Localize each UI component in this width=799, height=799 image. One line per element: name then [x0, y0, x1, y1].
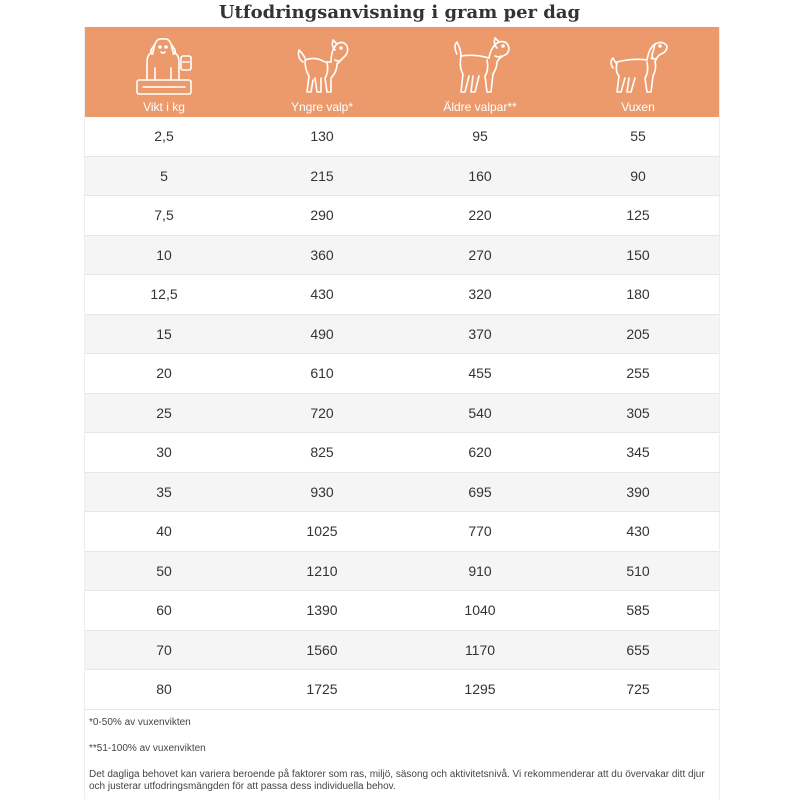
- adult-cell: 655: [626, 641, 650, 658]
- weight-cell: 15: [156, 325, 172, 342]
- adult-cell: 150: [626, 246, 650, 263]
- table-row: [85, 473, 719, 513]
- header-label-young-puppy: Yngre valp*: [290, 100, 354, 114]
- older-puppy-cell: 540: [468, 404, 492, 421]
- adult-cell: 345: [626, 444, 650, 460]
- table-row: [85, 552, 719, 592]
- table-row: [85, 670, 719, 710]
- header-young-puppy: [243, 27, 401, 117]
- header-older-puppy: [401, 27, 559, 117]
- table-row: [85, 196, 719, 236]
- weight-cell: 60: [156, 602, 172, 618]
- older-puppy-cell: 455: [468, 365, 492, 381]
- adult-cell: 725: [626, 681, 650, 697]
- footnote-older-puppy: **51-100% av vuxenvikten: [89, 743, 206, 754]
- page-title: Utfodringsanvisning i gram per dag: [218, 2, 581, 23]
- older-puppy-cell: 910: [468, 562, 492, 579]
- table-row: [85, 591, 719, 631]
- weight-cell: 25: [156, 404, 172, 421]
- disclaimer-text: Det dagliga behovet kan variera beroende på faktorer som ras, miljö, säsong och aktivitetsnivå. Vi rekommenderar att du övervakar ditt djur och justerar utfodringsmängden för att passa dess individuella behov.: [89, 769, 705, 792]
- adult-cell: 255: [626, 365, 650, 381]
- weight-cell: 10: [156, 246, 172, 263]
- table-row: [85, 433, 719, 473]
- older-puppy-cell: 770: [468, 523, 492, 539]
- young-puppy-cell: 360: [310, 246, 334, 263]
- table-row: [85, 394, 719, 434]
- table-row: [85, 275, 719, 315]
- table-row: [85, 315, 719, 355]
- older-puppy-cell: 620: [468, 444, 492, 460]
- young-puppy-cell: 1390: [306, 602, 338, 618]
- young-puppy-cell: 215: [310, 167, 334, 184]
- older-puppy-cell: 1040: [464, 602, 496, 618]
- older-puppy-cell: 1170: [464, 641, 496, 658]
- table-body: [85, 117, 719, 710]
- adult-cell: 430: [626, 523, 650, 539]
- older-puppy-icon: [449, 32, 511, 98]
- young-puppy-cell: 610: [310, 365, 334, 381]
- young-puppy-cell: 430: [310, 286, 334, 302]
- adult-cell: 585: [626, 602, 650, 618]
- older-puppy-cell: 320: [468, 286, 492, 302]
- young-puppy-cell: 490: [310, 325, 334, 342]
- adult-cell: 305: [626, 404, 650, 421]
- older-puppy-cell: 95: [472, 128, 488, 144]
- table-row: [85, 631, 719, 671]
- young-puppy-cell: 1725: [306, 681, 338, 697]
- older-puppy-cell: 695: [468, 483, 492, 500]
- young-puppy-cell: 130: [310, 128, 334, 144]
- weight-cell: 40: [156, 523, 172, 539]
- adult-cell: 205: [626, 325, 650, 342]
- header-weight: [85, 27, 243, 117]
- table-header: [85, 27, 719, 117]
- header-label-older-puppy: Äldre valpar**: [443, 100, 517, 114]
- table-row: [85, 236, 719, 276]
- young-puppy-cell: 825: [310, 444, 334, 460]
- young-puppy-cell: 1025: [306, 523, 338, 539]
- adult-cell: 125: [626, 207, 650, 223]
- weight-cell: 50: [156, 562, 172, 579]
- table-row: [85, 512, 719, 552]
- adult-cell: 180: [626, 286, 650, 302]
- header-adult: [559, 27, 717, 117]
- adult-cell: 90: [630, 167, 646, 184]
- dog-on-scale-icon: [133, 32, 195, 98]
- older-puppy-cell: 370: [468, 325, 492, 342]
- older-puppy-cell: 220: [468, 207, 492, 223]
- adult-cell: 390: [626, 483, 650, 500]
- adult-cell: 510: [626, 562, 650, 579]
- adult-cell: 55: [630, 128, 646, 144]
- young-puppy-cell: 720: [310, 404, 334, 421]
- weight-cell: 70: [156, 641, 172, 658]
- weight-cell: 12,5: [150, 286, 178, 302]
- header-label-adult: Vuxen: [621, 100, 655, 114]
- weight-cell: 80: [156, 681, 172, 697]
- older-puppy-cell: 270: [468, 246, 492, 263]
- weight-cell: 20: [156, 365, 172, 381]
- young-puppy-cell: 290: [310, 207, 334, 223]
- table-row: [85, 117, 719, 157]
- adult-dog-icon: [607, 32, 669, 98]
- older-puppy-cell: 1295: [464, 681, 496, 697]
- young-puppy-cell: 930: [310, 483, 334, 500]
- feeding-table: [84, 27, 720, 799]
- table-row: [85, 157, 719, 197]
- weight-cell: 5: [160, 167, 168, 184]
- young-puppy-cell: 1210: [306, 562, 338, 579]
- footnote-young-puppy: *0-50% av vuxenvikten: [89, 717, 191, 728]
- weight-cell: 30: [156, 444, 172, 460]
- weight-cell: 7,5: [154, 207, 174, 223]
- young-puppy-cell: 1560: [306, 641, 338, 658]
- weight-cell: 2,5: [154, 128, 174, 144]
- older-puppy-cell: 160: [468, 167, 492, 184]
- young-puppy-icon: [291, 32, 353, 98]
- header-label-weight: Vikt i kg: [143, 100, 185, 114]
- table-row: [85, 354, 719, 394]
- weight-cell: 35: [156, 483, 172, 500]
